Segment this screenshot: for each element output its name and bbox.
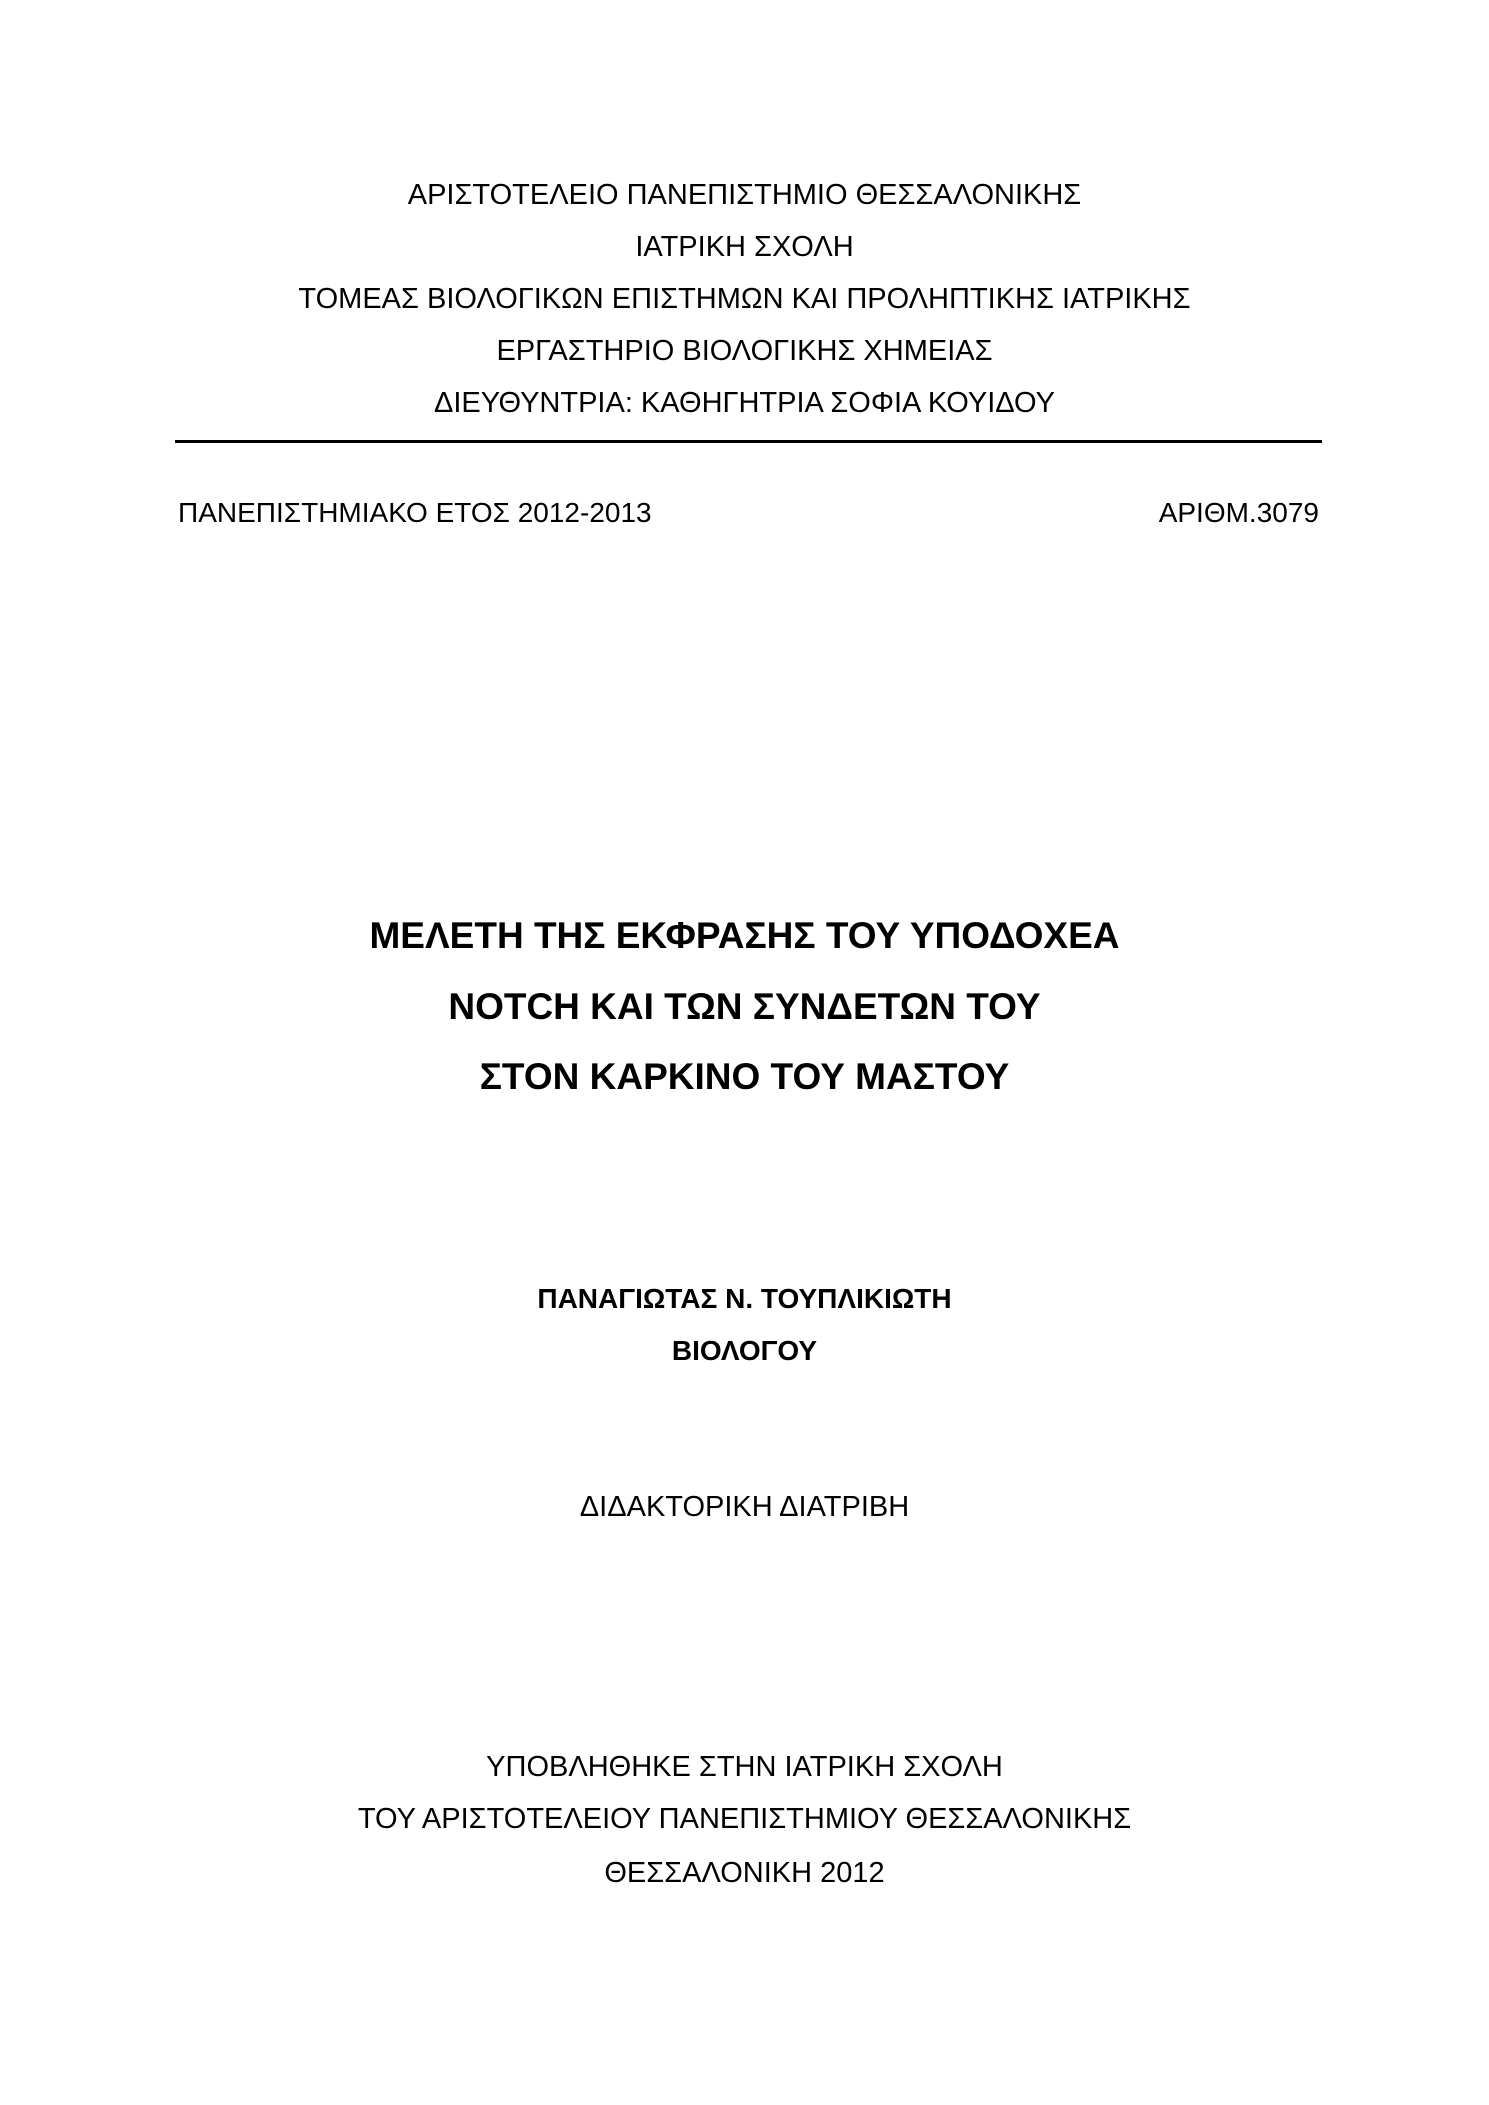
title-line-1: ΜΕΛΕΤΗ ΤΗΣ ΕΚΦΡΑΣΗΣ ΤΟΥ ΥΠΟΔΟΧΕΑ [369, 915, 1120, 956]
header-divider [175, 440, 1322, 443]
submission-line-3: ΘΕΣΣΑΛΟΝΙΚΗ 2012 [604, 1857, 885, 1889]
author-profession: ΒΙΟΛΟΓΟΥ [671, 1335, 818, 1366]
header-department: ΤΟΜΕΑΣ ΒΙΟΛΟΓΙΚΩΝ ΕΠΙΣΤΗΜΩΝ ΚΑΙ ΠΡΟΛΗΠΤΙΚΗΣ ΙΑΤΡΙΚΗΣ [298, 283, 1191, 315]
author-name: ΠΑΝΑΓΙΩΤΑΣ Ν. ΤΟΥΠΛΙΚΙΩΤΗ [537, 1283, 952, 1314]
submission-line-1: ΥΠΟΒΛΗΘΗΚΕ ΣΤΗΝ ΙΑΤΡΙΚΗ ΣΧΟΛΗ [486, 1751, 1003, 1783]
thesis-number: ΑΡΙΘΜ.3079 [1158, 497, 1319, 528]
thesis-type: ΔΙΔΑΚΤΟΡΙΚΗ ΔΙΑΤΡΙΒΗ [579, 1491, 910, 1523]
title-line-3: ΣΤΟΝ ΚΑΡΚΙΝΟ ΤΟΥ ΜΑΣΤΟΥ [479, 1056, 1010, 1097]
header-laboratory: ΕΡΓΑΣΤΗΡΙΟ ΒΙΟΛΟΓΙΚΗΣ ΧΗΜΕΙΑΣ [496, 335, 993, 367]
title-line-2: NOTCH ΚΑΙ ΤΩΝ ΣΥΝΔΕΤΩΝ ΤΟΥ [448, 986, 1041, 1027]
header-university: ΑΡΙΣΤΟΤΕΛΕΙΟ ΠΑΝΕΠΙΣΤΗΜΙΟ ΘΕΣΣΑΛΟΝΙΚΗΣ [407, 179, 1082, 211]
header-school: ΙΑΤΡΙΚΗ ΣΧΟΛΗ [635, 231, 854, 263]
submission-line-2: ΤΟΥ ΑΡΙΣΤΟΤΕΛΕΙΟΥ ΠΑΝΕΠΙΣΤΗΜΙΟΥ ΘΕΣΣΑΛΟΝΙΚΗΣ [357, 1803, 1132, 1835]
header-director: ΔΙΕΥΘΥΝΤΡΙΑ: ΚΑΘΗΓΗΤΡΙΑ ΣΟΦΙΑ ΚΟΥΙΔΟΥ [433, 387, 1056, 419]
academic-year: ΠΑΝΕΠΙΣΤΗΜΙΑΚΟ ΕΤΟΣ 2012-2013 [178, 497, 652, 528]
